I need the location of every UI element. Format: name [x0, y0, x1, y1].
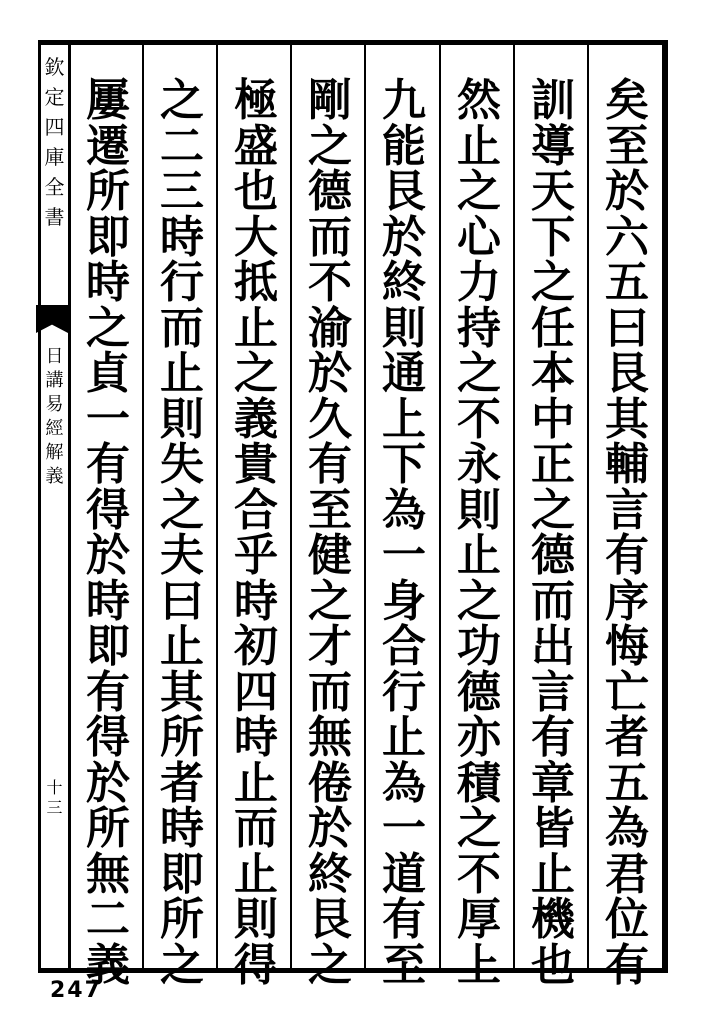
text-char: 持 [457, 302, 501, 354]
text-char: 則 [382, 302, 426, 354]
text-char: 時 [86, 257, 130, 308]
text-char: 本 [531, 348, 575, 399]
text-char: 六 [605, 211, 649, 263]
text-char: 言 [531, 666, 575, 718]
text-char: 止 [234, 848, 278, 900]
text-char: 所 [160, 894, 204, 945]
text-char: 有 [531, 712, 575, 763]
text-char: 所 [86, 803, 130, 854]
text-char: 身 [382, 575, 426, 627]
text-char: 四 [234, 666, 278, 718]
text-char: 之 [308, 939, 352, 991]
text-char: 道 [382, 848, 426, 900]
text-char: 言 [605, 484, 649, 536]
text-char: 輔 [605, 439, 649, 490]
text-char: 止 [160, 621, 204, 672]
text-char: 初 [234, 621, 278, 672]
text-char: 之 [308, 575, 352, 627]
text-char: 艮 [382, 166, 426, 217]
text-char: 而 [234, 803, 278, 854]
text-char: 三 [160, 166, 204, 217]
text-char: 亦 [457, 712, 501, 763]
text-char: 解 [45, 442, 64, 463]
text-char: 夫 [160, 530, 204, 581]
text-char: 即 [86, 621, 130, 672]
text-char: 則 [160, 393, 204, 445]
text-char: 下 [531, 211, 575, 263]
text-char: 貴 [234, 439, 278, 490]
text-char: 序 [605, 575, 649, 627]
page-number: 247 [50, 978, 102, 1003]
text-char: 有 [605, 530, 649, 581]
text-char: 時 [86, 575, 130, 627]
text-char: 導 [531, 120, 575, 172]
text-char: 時 [234, 575, 278, 627]
text-char: 而 [308, 211, 352, 263]
text-char: 者 [605, 712, 649, 763]
text-char: 之 [457, 348, 501, 399]
text-char: 也 [234, 166, 278, 217]
text-char: 君 [605, 848, 649, 900]
text-char: 之 [234, 348, 278, 399]
text-char: 能 [382, 120, 426, 172]
text-char: 終 [382, 257, 426, 308]
text-char: 合 [234, 484, 278, 536]
text-char: 全 [44, 175, 65, 199]
text-char: 於 [308, 803, 352, 854]
text-char: 止 [160, 348, 204, 399]
text-char: 德 [308, 166, 352, 217]
text-char: 力 [457, 257, 501, 308]
text-char: 剛 [308, 75, 352, 126]
text-char: 於 [605, 166, 649, 217]
text-char: 為 [382, 484, 426, 536]
text-char: 之 [457, 166, 501, 217]
text-char: 機 [531, 894, 575, 945]
text-char: 欽 [44, 55, 65, 79]
text-char: 任 [531, 302, 575, 354]
text-char: 之 [160, 484, 204, 536]
text-char: 之 [86, 302, 130, 354]
text-char: 日 [45, 346, 64, 367]
text-char: 心 [457, 211, 501, 263]
text-column [72, 75, 144, 991]
text-char: 訓 [531, 75, 575, 126]
text-char: 五 [605, 257, 649, 308]
text-char: 止 [457, 120, 501, 172]
text-char: 艮 [605, 348, 649, 399]
text-char: 即 [86, 211, 130, 263]
text-char: 經 [45, 418, 64, 439]
text-char: 盛 [234, 120, 278, 172]
text-char: 義 [234, 393, 278, 445]
text-char: 上 [382, 393, 426, 445]
text-char: 積 [457, 757, 501, 809]
text-char: 止 [531, 848, 575, 900]
text-char: 大 [234, 211, 278, 263]
text-char: 亡 [605, 666, 649, 718]
text-char: 德 [531, 530, 575, 581]
text-char: 終 [308, 848, 352, 900]
text-char: 之 [160, 75, 204, 126]
text-char: 德 [457, 666, 501, 718]
text-char: 時 [234, 712, 278, 763]
text-char: 有 [605, 939, 649, 991]
margin-book-subtitle [41, 345, 68, 489]
text-char: 於 [382, 211, 426, 263]
text-char: 曰 [605, 302, 649, 354]
text-char: 有 [308, 439, 352, 490]
text-char: 於 [86, 757, 130, 809]
text-char: 不 [457, 393, 501, 445]
text-char: 章 [531, 757, 575, 809]
text-char: 永 [457, 439, 501, 490]
text-char: 行 [160, 257, 204, 308]
text-char: 為 [382, 757, 426, 809]
text-char: 極 [234, 75, 278, 126]
text-char: 中 [531, 393, 575, 445]
text-column [368, 75, 440, 991]
text-char: 書 [44, 205, 65, 229]
text-char: 時 [160, 803, 204, 854]
text-char: 止 [234, 757, 278, 809]
text-char: 艮 [308, 894, 352, 945]
text-char: 渝 [308, 302, 352, 354]
text-column [220, 75, 292, 991]
text-char: 為 [605, 803, 649, 854]
text-char: 止 [382, 712, 426, 763]
text-char: 悔 [605, 621, 649, 672]
text-char: 有 [86, 439, 130, 490]
text-char: 於 [308, 348, 352, 399]
text-char: 抵 [234, 257, 278, 308]
text-char: 得 [86, 712, 130, 763]
text-char: 曰 [160, 575, 204, 627]
text-char: 有 [382, 894, 426, 945]
text-char: 無 [86, 848, 130, 900]
text-char: 皆 [531, 803, 575, 854]
text-char: 至 [308, 484, 352, 536]
text-column [294, 75, 366, 991]
fish-tail-mark [36, 305, 68, 333]
text-char: 然 [457, 75, 501, 126]
text-char: 之 [308, 120, 352, 172]
text-char: 正 [531, 439, 575, 490]
margin-book-title [41, 52, 68, 232]
text-char: 之 [457, 575, 501, 627]
text-char: 者 [160, 757, 204, 809]
text-char: 所 [86, 166, 130, 217]
text-char: 二 [86, 894, 130, 945]
text-char: 乎 [234, 530, 278, 581]
text-char: 也 [531, 939, 575, 991]
text-char: 貞 [86, 348, 130, 399]
frame-top-border [38, 40, 668, 45]
text-char: 久 [308, 393, 352, 445]
text-column [146, 75, 218, 991]
text-char: 不 [308, 257, 352, 308]
text-column [443, 75, 515, 991]
text-char: 五 [605, 757, 649, 809]
text-char: 易 [45, 394, 64, 415]
text-char: 厚 [457, 894, 501, 945]
text-char: 一 [86, 393, 130, 445]
text-char: 出 [531, 621, 575, 672]
text-char: 天 [531, 166, 575, 217]
text-char: 行 [382, 666, 426, 718]
text-char: 則 [457, 484, 501, 536]
text-char: 義 [86, 939, 130, 991]
text-char: 無 [308, 712, 352, 763]
text-char: 有 [86, 666, 130, 718]
text-char: 其 [160, 666, 204, 718]
text-char: 定 [44, 85, 65, 109]
text-char: 而 [531, 575, 575, 627]
text-char: 矣 [605, 75, 649, 126]
text-char: 止 [457, 530, 501, 581]
text-char: 才 [308, 621, 352, 672]
text-char: 止 [234, 302, 278, 354]
text-char: 一 [382, 803, 426, 854]
text-char: 不 [457, 848, 501, 900]
text-char: 所 [160, 712, 204, 763]
text-char: 得 [234, 939, 278, 991]
text-char: 合 [382, 621, 426, 672]
text-char: 九 [382, 75, 426, 126]
text-column [517, 75, 589, 991]
folio-number: 十三 [46, 778, 63, 817]
text-char: 一 [382, 530, 426, 581]
text-char: 倦 [308, 757, 352, 809]
text-char: 功 [457, 621, 501, 672]
text-char: 義 [45, 466, 64, 487]
text-char: 健 [308, 530, 352, 581]
text-char: 上 [457, 939, 501, 991]
text-char: 之 [160, 939, 204, 991]
text-char: 其 [605, 393, 649, 445]
text-column [591, 75, 663, 991]
text-char: 講 [45, 370, 64, 391]
margin-divider [68, 40, 71, 973]
text-char: 之 [531, 257, 575, 308]
text-char: 庫 [44, 145, 65, 169]
text-char: 至 [382, 939, 426, 991]
text-char: 至 [605, 120, 649, 172]
text-char: 得 [86, 484, 130, 536]
text-char: 二 [160, 120, 204, 172]
text-char: 下 [382, 439, 426, 490]
text-char: 屢 [86, 75, 130, 126]
text-char: 四 [44, 115, 65, 139]
text-char: 遷 [86, 120, 130, 172]
text-char: 即 [160, 848, 204, 900]
text-char: 而 [308, 666, 352, 718]
text-char: 位 [605, 894, 649, 945]
text-char: 通 [382, 348, 426, 399]
text-char: 時 [160, 211, 204, 263]
text-char: 之 [531, 484, 575, 536]
text-char: 之 [457, 803, 501, 854]
text-char: 則 [234, 894, 278, 945]
text-char: 於 [86, 530, 130, 581]
text-char: 失 [160, 439, 204, 490]
text-char: 而 [160, 302, 204, 354]
